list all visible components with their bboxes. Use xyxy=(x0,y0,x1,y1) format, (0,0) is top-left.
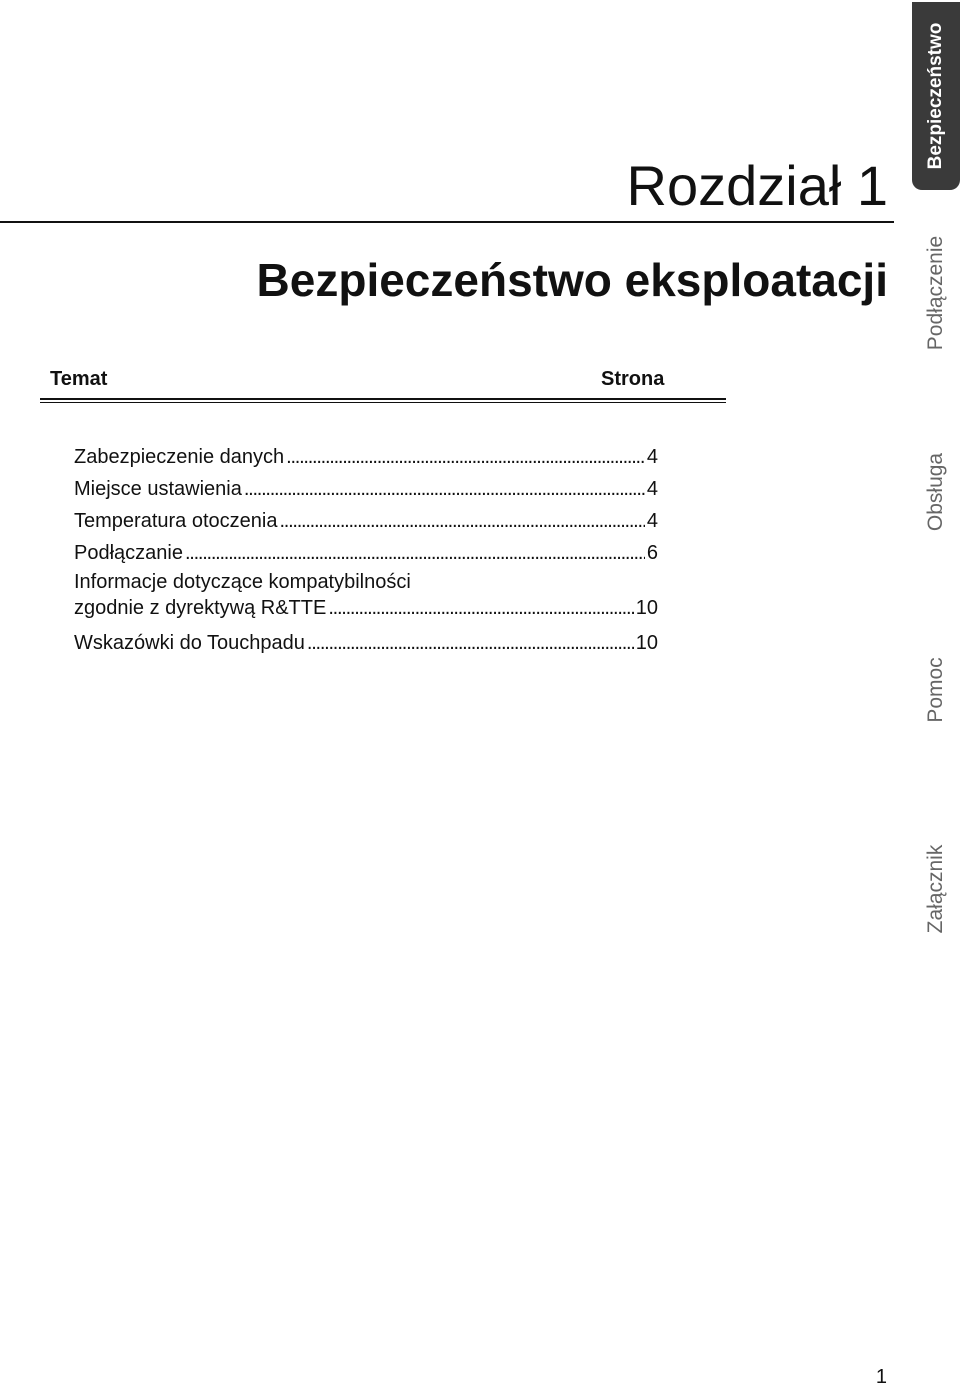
side-tab-label: Pomoc xyxy=(924,657,947,723)
toc-dot-leader xyxy=(244,473,645,505)
toc-dot-leader xyxy=(286,441,645,473)
toc-header-divider xyxy=(40,398,726,403)
toc-topic-header: Temat xyxy=(50,368,108,390)
side-tab-label: Podłączenie xyxy=(924,235,947,351)
chapter-number: Rozdział 1 xyxy=(626,154,888,217)
chapter-title: Bezpieczeństwo eksploatacji xyxy=(256,254,888,306)
toc-entry-data-protection[interactable] xyxy=(74,441,658,473)
toc-entry-label: Podłączanie xyxy=(74,542,183,564)
side-tab-operation[interactable] xyxy=(912,430,960,554)
toc-entry-temperature[interactable] xyxy=(74,505,658,537)
toc-dot-leader xyxy=(279,505,644,537)
toc-dot-leader xyxy=(328,595,633,621)
chapter-divider xyxy=(0,221,894,223)
chapter-side-tabs xyxy=(912,0,960,1389)
table-of-contents xyxy=(74,441,658,659)
toc-entry-label: Temperatura otoczenia xyxy=(74,510,278,532)
side-tab-connection[interactable] xyxy=(912,208,960,378)
toc-dot-leader xyxy=(307,627,634,659)
toc-entry-touchpad[interactable] xyxy=(74,627,658,659)
side-tab-appendix[interactable] xyxy=(912,824,960,954)
side-tab-label: Obsługa xyxy=(924,452,947,532)
toc-entry-label: Zabezpieczenie danych xyxy=(74,446,285,468)
toc-entry-page: 4 xyxy=(646,510,658,532)
toc-entry-page: 10 xyxy=(635,597,658,619)
toc-entry-label: zgodnie z dyrektywą R&TTE xyxy=(74,597,327,619)
toc-entry-page: 10 xyxy=(635,632,658,654)
toc-page-header: Strona xyxy=(601,368,665,390)
toc-entry-page: 4 xyxy=(646,478,658,500)
toc-entry-label-line1: Informacje dotyczące kompatybilności xyxy=(74,571,411,593)
side-tab-label: Bezpieczeństwo xyxy=(925,22,946,170)
toc-entry-page: 6 xyxy=(646,542,658,564)
side-tab-help[interactable] xyxy=(912,640,960,740)
toc-entry-connecting[interactable] xyxy=(74,537,658,569)
toc-entry-page: 4 xyxy=(646,446,658,468)
page-number: 1 xyxy=(875,1366,887,1388)
toc-dot-leader xyxy=(185,537,645,569)
toc-entry-placement[interactable] xyxy=(74,473,658,505)
toc-entry-compatibility[interactable] xyxy=(74,569,658,627)
toc-entry-label: Miejsce ustawienia xyxy=(74,478,242,500)
side-tab-label: Załącznik xyxy=(924,844,947,934)
toc-entry-label: Wskazówki do Touchpadu xyxy=(74,632,305,654)
side-tab-safety[interactable] xyxy=(912,2,960,190)
